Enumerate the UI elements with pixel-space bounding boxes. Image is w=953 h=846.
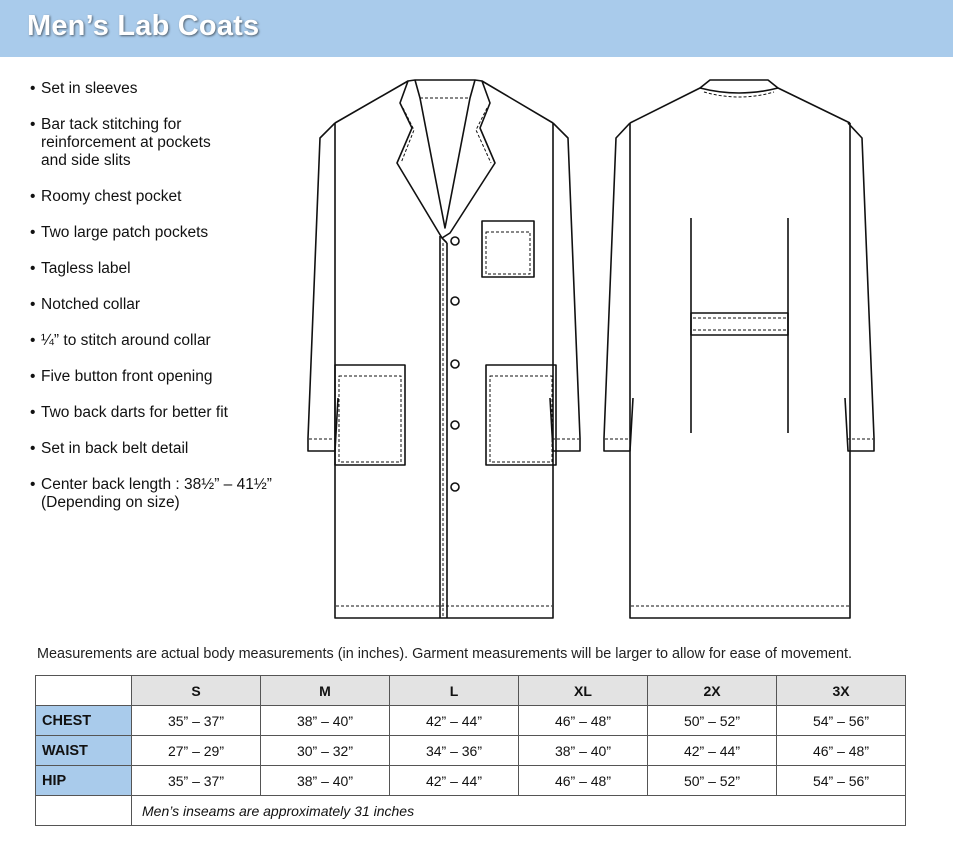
table-cell: 38” – 40” — [519, 736, 648, 766]
feature-item: • ¼” to stitch around collar — [30, 332, 320, 350]
feature-item: • Five button front opening — [30, 368, 320, 386]
table-cell: 46” – 48” — [519, 706, 648, 736]
table-cell: 46” – 48” — [519, 766, 648, 796]
table-cell: 35” – 37” — [132, 706, 261, 736]
size-header: XL — [519, 676, 648, 706]
page-title: Men’s Lab Coats — [27, 10, 260, 42]
lab-coat-illustration — [300, 68, 890, 628]
table-row — [36, 736, 906, 766]
row-label-hip: HIP — [36, 766, 132, 796]
feature-item: • Bar tack stitching for reinforcement at pockets and side slits — [30, 116, 231, 170]
table-cell: 50” – 52” — [648, 766, 777, 796]
row-label-chest: CHEST — [36, 706, 132, 736]
table-cell: 54” – 56” — [777, 766, 906, 796]
table-cell: 30” – 32” — [261, 736, 390, 766]
measurement-note: Measurements are actual body measurements (in inches). Garment measurements will be larger to allow for ease of movement. — [37, 646, 853, 662]
table-row — [36, 766, 906, 796]
feature-item: • Center back length : 38½” – 41½” (Depending on size) — [30, 476, 311, 512]
table-row — [36, 706, 906, 736]
feature-item: • Notched collar — [30, 296, 320, 314]
row-label-waist: WAIST — [36, 736, 132, 766]
table-cell: 42” – 44” — [390, 766, 519, 796]
size-header: L — [390, 676, 519, 706]
table-cell: 42” – 44” — [390, 706, 519, 736]
table-cell: 54” – 56” — [777, 706, 906, 736]
feature-item: • Set in sleeves — [30, 80, 320, 98]
page-header — [0, 0, 953, 57]
footnote-blank-cell — [36, 796, 132, 826]
feature-item: • Set in back belt detail — [30, 440, 320, 458]
table-cell: 50” – 52” — [648, 706, 777, 736]
feature-item: • Two back darts for better fit — [30, 404, 320, 422]
feature-item: • Roomy chest pocket — [30, 188, 320, 206]
inseam-footnote: Men’s inseams are approximately 31 inches — [132, 796, 906, 826]
table-cell: 42” – 44” — [648, 736, 777, 766]
footnote-row — [36, 796, 906, 826]
table-cell: 34” – 36” — [390, 736, 519, 766]
size-header: S — [132, 676, 261, 706]
feature-item: • Tagless label — [30, 260, 320, 278]
lab-coat-front-icon — [308, 80, 580, 618]
size-header: 2X — [648, 676, 777, 706]
lab-coat-back-icon — [604, 80, 874, 618]
table-cell: 46” – 48” — [777, 736, 906, 766]
table-cell: 38” – 40” — [261, 766, 390, 796]
table-cell: 27” – 29” — [132, 736, 261, 766]
table-corner — [36, 676, 132, 706]
table-cell: 38” – 40” — [261, 706, 390, 736]
table-cell: 35” – 37” — [132, 766, 261, 796]
size-header: 3X — [777, 676, 906, 706]
feature-item: • Two large patch pockets — [30, 224, 320, 242]
size-header-row — [36, 676, 906, 706]
size-chart-table — [35, 675, 906, 826]
feature-list — [30, 80, 320, 530]
size-header: M — [261, 676, 390, 706]
